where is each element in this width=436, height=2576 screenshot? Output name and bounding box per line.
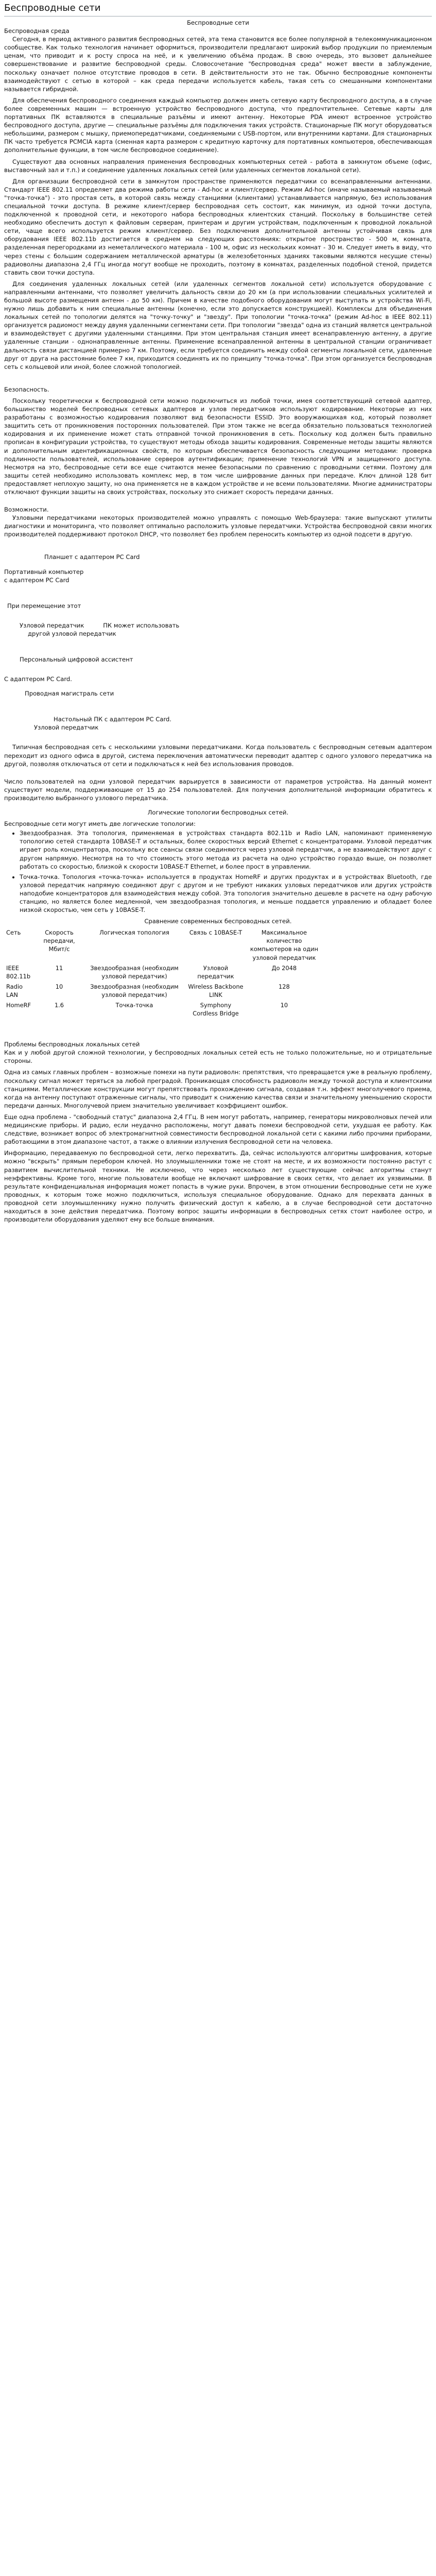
table-header-row [4,927,322,962]
table-header-cell: Скорость передачи, Мбит/с [43,929,75,953]
paragraph-indoor: Для организации беспроводной сети в замкнутом пространстве применяются передатчики со всенаправленными антеннами. Стандарт IEEE 802.11 определяет два режима работы сети - Ad-hoc и клиент/сервер. Режим Ad-hoc (иначе называемый называемый "точка-точка") - это простая сеть, в которой связь между станциями (клиентами) устанавливается напрямую, без использования специальной точки доступа. В режиме клиент/сервер беспроводная сеть состоит, как минимум, из одной точки доступа, подключенной к проводной сети, и некоторого набора беспроводных клиентских станций. Поскольку в большинстве сетей необходимо обеспечить доступ к файловым серверам, принтерам и другим устройствам, подключенным к проводной локальной сети, чаще всего используется режим клиент/сервер. Без подключения дополнительной антенны устойчивая связь для оборудования IEEE 802.11b достигается в среднем на следующих расстояниях: открытое пространство - 500 м, комната, разделенная перегородками из неметаллического материала - 100 м, офис из нескольких комнат - 30 м. Следует иметь в виду, что через стены с большим содержанием металлической арматуры (в железобетонных зданиях таковыми являются несущие стены) радиоволны диапазона 2,4 ГГц иногда могут вообще не проходить, поэтому в комнатах, разделенных подобной стеной, придется ставить свои точки доступа. [4,177,432,276]
figure-caption-laptop: Портативный компьютер [4,568,84,575]
table-cell: 10 [55,982,63,990]
figure-caption-desktop: Настольный ПК с адаптером PC Card. [54,716,172,723]
table-row [4,1000,322,1019]
table-row [4,981,322,1000]
paragraph-users-count: Число пользователей на одни узловой передатчик варьируется в зависимости от параметров устройства. На данный момент существуют модели, поддерживающие от 15 до 254 пользователей. Для получения дополнительной информации обратитесь к производителю выбранного узлового передатчика. [4,777,432,802]
table-cell: 10 [280,1002,288,1009]
paragraph-figure-description: Типичная беспроводная сеть с несколькими узловыми передатчиками. Когда пользователь с беспроводным сетевым адаптером переходит из одного офиса в другой, система переключения автоматически переводит адаптер с одного узлового передатчика на другой, позволяя отключаться от сети и подключаться к ней без использования проводов. [4,743,432,768]
table-cell: 128 [278,982,290,990]
figure-caption-pda: Персональный цифровой ассистент [20,656,133,663]
section-heading-problems: Проблемы беспроводных локальных сетей [4,1041,140,1048]
table-row [4,963,322,981]
paragraph-opportunities: Узловыми передатчиками некоторых производителей можно управлять с помощью Web-браузера: такие выпускают утилиты диагностики и мониторинга, что позволяет оптимально расположить узловые передатчики. Устройства беспроводной связи многих производителей поддерживают протокол DHCP, что позволяет без проблем переносить компьютер из одной подсети в другую. [4,514,432,538]
table-caption: Сравнение современных беспроводных сетей. [144,918,292,925]
figure-caption-laptop-adapter: с адаптером PC Card [4,576,69,584]
topology-list [4,829,432,914]
document-subtitle: Беспроводные сети [187,19,249,26]
paragraph-intro: Сегодня, в период активного развития беспроводных сетей, эта тема становится все более популярной в телекоммуникационном сообществе. Как только технология начинает оформиться, производители предлагают широкий выбор продукции по приемлемым ценам, что приводит и к росту спроса на неё, и к увеличению объёма продаж. В свою очередь, это вызовет дальнейшее совершенствование и развитие беспроводной среды. Словосочетание "беспроводная среда" может ввести в заблуждение, поскольку означает полное отсутствие проводов в сети. В действительности это не так. Обычно беспроводные компоненты взаимодействуют с сетью в которой – как среда передачи используется кабель, такая сеть со смешанными компонентами называется гибридной. [4,36,432,93]
section-heading-opportunities: Возможности. [4,506,49,514]
paragraph-frequency: Еще одна проблема - "свободный статус" диапазона 2,4 ГГц. В нем могут работать, например, генераторы микроволновых печей или медицинские приборы. И радио, если неудачно расположены, могут давать помехи беспроводной сети, ухудшая ее работу. Как следствие, возникает вопрос об электромагнитной совместимости беспроводной локальной сети с какими либо прочими приборами, работающими в этом диапазоне частот, а также о влиянии излучения беспроводной сети на человека. [4,1113,432,1146]
paragraph-adapters: Для обеспечения беспроводного соединения каждый компьютер должен иметь сетевую карту беспроводного доступа, а в случае более современных машин — встроенную устройство беспроводного доступа, что предпочтительнее. Сетевые карты для портативных ПК вставляются в специальные разъёмы и имеют антенну. Некоторые PDA имеют встроенное устройство беспроводного доступа, другие — специальные разъёмы для подключения таких устройств. Стационарные ПК могут оборудоваться небольшими, размером с мышку, приемопередатчиками, соединяемыми с USB-портом, или внутренними картами. Для стационарных ПК часто требуется PCMCIA карта (сменная карта размером с кредитную карточку для портативных компьютеров, обеспечивающая дополнительные функции, в том числе беспроводное соединение). [4,96,432,154]
figure-caption-other-access-point: другой узловой передатчик [28,630,116,637]
paragraph-directions: Существуют два основных направления применения беспроводных компьютерных сетей - работа в замкнутом объеме (офис, выставочный зал и т.п.) и соединение удаленных локальных сетей (или удаленных сегментов локальной сети). [4,158,432,174]
table-cell: До 2048 [271,964,297,972]
paragraph-remote: Для соединения удаленных локальных сетей (или удаленных сегментов локальной сети) используется оборудование с направленными антеннами, что позволяет увеличить дальность связи до 20 км (а при использовании специальных усилителей и большой высоте размещения антенн - до 50 км). Причем в качестве подобного оборудования могут выступать и устройства Wi-Fi, нужно лишь добавить к ним специальные антенны (конечно, если это допускается конструкцией). Комплексы для объединения локальных сетей по топологии делятся на "точку-точку" и "звезду". При топологии "точка-точка" (режим Ad-hoc в IEEE 802.11) организуется радиомост между двумя удаленными сегментами сети. При топологии "звезда" одна из станций является центральной и взаимодействует с другими удаленными станциями. При этом центральная станция имеет всенаправленную антенну, а другие удаленные станции - однонаправленные антенны. Применение всенаправленной антенны в центральной станции ограничивает дальность связи дистанцией примерно 7 км. Поэтому, если требуется соединить между собой сегменты локальной сети, удаленные друг от друга на расстояние более 7 км, приходится соединять их по принципу "точка-точка". При этом организуется беспроводная сеть с кольцевой или иной, более сложной топологией. [4,280,432,370]
table-cell: IEEE 802.11b [6,964,31,980]
paragraph-interference: Одна из самых главных проблем – возможные помехи на пути радиоволн: препятствия, что превращается уже в реальную проблему, поскольку сигнал может теряться за любой преградой. Проникающая способность радиоволн между точкой доступа и клиентскими станциями. Металлические конструкции могут препятствовать прохождению сигнала, создавая т.н. эффект многолучевого приема, когда на антенну поступают отраженные сигналы, что приводит к снижению качества связи и значительному уменьшению скорости передачи данных. Многолучевой прием значительно увеличивает коэффициент ошибок. [4,1069,432,1109]
list-item-star: • Звездообразная. Эта топология, применяемая в устройствах стандарта 802.11b и Radio LAN, напоминают применяемую топологию сетей стандарта 10BASE-T и остальных, более скоростных версий Ethernet с концентраторами. Узловой передатчик играет роль концентратора, поскольку все сеансы связи соединяются через узловой передатчик, а не взаимодействуют друг с другом напрямую. Несмотря на то что стоимость этого метода из расчета на одно устройство гораздо выше, он позволяет работать со скоростью, близкой к скорости 10BASE-T Ethernet, и более прост в управлении. [20,829,432,870]
paragraph-security: Поскольку теоретически к беспроводной сети можно подключиться из любой точки, имея соответствующий сетевой адаптер, большинство моделей беспроводных сетевых адаптеров и узлов передатчиков используют кодирование. Некоторые из них разработаны с возможностью кодирования позволяют вид безопасности ESSID. Это вооружающихая код, который позволяет защитить сеть от проникновения посторонних пользователей. При этом также не всегда обязательно пользоваться технологией кодирования и их применение может стать отправной точкой проникновения в сеть. Поскольку код должен быть правильно прописан в конфигурации устройства, то существуют методы обхода защиты кодирования. Современные методы защиты являются и дополнительным идентификационных свойств, по которым обеспечивается безопасность следующими методами: проверка подлинности пользователей, использование серверов аутентификации; применение технологий VPN и защищенного доступа. Несмотря на это, беспроводные сети все еще считаются менее безопасными по сравнению с проводными сетями. Поэтому для защиты сетей необходимо использовать комплекс мер, в том числе шифрование данных при передаче. Ключ длиной 128 бит предоставляет неплохую защиту, но она применяется не в каждом устройстве и не всеми пользователями. Многие администраторы отключают функции защиты на своих устройствах, поскольку это снижает скорость передачи данных. [4,397,432,496]
figure-caption-backbone: Проводная магистраль сети [25,690,114,698]
table-header-cell: Максимальное количество компьютеров на один узловой передатчик [250,929,319,961]
table-header-cell: Сеть [6,929,21,937]
table-cell: Symphony Cordless Bridge [193,1002,239,1018]
table-cell: Точка-точка [115,1002,153,1009]
table-cell: HomeRF [6,1002,31,1009]
table-cell: 11 [55,964,63,972]
table-cell: Wireless Backbone LINK [188,982,243,998]
figure-caption-tablet: Планшет с адаптером PC Card [44,553,140,561]
table-header-cell: Логическая топология [99,929,169,937]
table-cell: 1.6 [54,1002,64,1009]
paragraph-interception: Информацию, передаваемую по беспроводной сети, легко перехватить. Да, сейчас используются алгоритмы шифрования, которые можно "вскрыть" прямым перебором ключей. Но злоумышленники тоже не стоят на месте, и их возможности постоянно растут с развитием вычислительной техники. Не исключено, что через несколько лет существующие сейчас алгоритмы станут неэффективны. Кроме того, многие пользователи вообще не включают шифрование в своих сетях, что делает их уязвимыми. В результате конфиденциальная информация может попасть в чужие руки. Впрочем, в этом отношении беспроводные сети не хуже проводных, к которым тоже можно подключиться, используя специальное оборудование. Однако для перехвата данных в проводной сети злоумышленнику нужно получить физический доступ к кабелю, а в случае беспроводной сети достаточно находиться в зоне действия передатчика. Поэтому вопрос защиты информации в беспроводных сетях стоит наиболее остро, и производители оборудования уделяют ему все больше внимания. [4,1149,432,1224]
section-heading-topologies: Логические топологии беспроводных сетей. [147,809,289,817]
section-heading-security: Безопасность. [4,385,49,393]
table-cell: Radio LAN [6,982,23,998]
figure-caption-access-point-2: Узловой передатчик [34,724,99,732]
table-cell: Звездообразная (необходим узловой передатчик) [90,964,179,980]
section-heading-environment: Беспроводная среда [4,27,69,35]
figure-caption-moving: При перемещение этот [7,602,81,609]
figure-network-diagram [4,541,432,743]
document-page [0,0,436,1224]
list-item-point-to-point: • Точка-точка. Топология «точка-точка» используется в продуктах HomeRF и других продуктах и в устройствах Bluetooth, где узловой передатчик напрямую соединяют друг с другом и не требуют никаких узловых передатчиков или других устройств наподобие концентраторов для взаимодействия между собой. Эта топология значительно дешевле в расчете на одну рабочую станцию, но является более медленной, чем звездообразная топология, и меньше поддается управлению и обладает более низкой скоростью, чем сеть у 10BASE-T. [20,873,432,914]
figure-caption-pda-adapter: С адаптером PC Card. [4,675,72,683]
table-cell: Звездообразная (необходим узловой передатчик) [90,982,179,998]
page-title: Беспроводные сети [4,2,432,16]
comparison-table [4,927,322,1019]
paragraph-problems-intro: Как и у любой другой сложной технологии, у беспроводных локальных сетей есть не только положительные, но и отрицательные стороны. [4,1049,432,1065]
table-header-cell: Связь с 10BASE-T [189,929,242,937]
table-cell: Узловой передатчик [197,964,234,980]
figure-caption-access-point: Узловой передатчик ПК может использовать [20,621,180,629]
topologies-intro: Беспроводные сети могут иметь две логические топологии: [4,820,196,828]
